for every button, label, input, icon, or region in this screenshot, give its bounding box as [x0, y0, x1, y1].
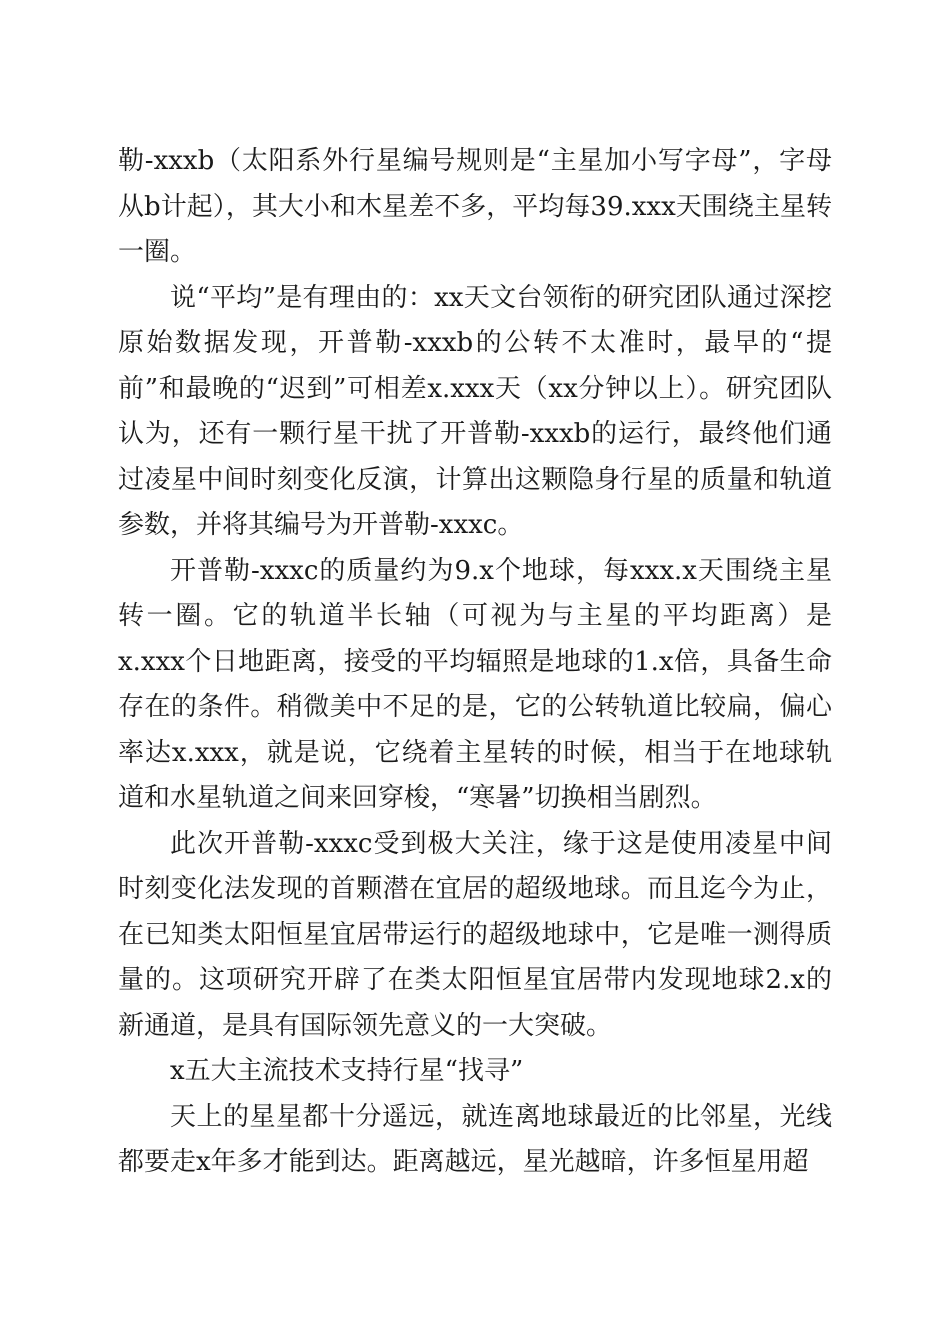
paragraph-kepler-c-properties: 开普勒-xxxc的质量约为9.x个地球，每xxx.x天围绕主星转一圈。它的轨道半长轴（可视为与主星的平均距离）是x.xxx个日地距离，接受的平均辐照是地球的1.x倍，具备生命存在的条件。稍微美中不足的是，它的公转轨道比较扁，偏心率达x.xxx，就是说，它绕着主星转的时候，相当于在地球轨道和水星轨道之间来回穿梭，“寒暑”切换相当剧烈。	[118, 555, 832, 813]
paragraph-continuation: 勒-xxxb（太阳系外行星编号规则是“主星加小写字母”，字母从b计起），其大小和木星差不多，平均每39.xxx天围绕主星转一圈。	[118, 146, 832, 267]
document-body	[118, 139, 832, 1186]
paragraph-average-reason: 说“平均”是有理由的：xx天文台领衔的研究团队通过深挖原始数据发现，开普勒-xxxb的公转不太准时，最早的“提前”和最晚的“迟到”可相差x.xxx天（xx分钟以上）。研究团队认为，还有一颗行星干扰了开普勒-xxxb的运行，最终他们通过凌星中间时刻变化反演，计算出这颗隐身行星的质量和轨道参数，并将其编号为开普勒-xxxc。	[118, 282, 832, 540]
paragraph-significance: 此次开普勒-xxxc受到极大关注，缘于这是使用凌星中间时刻变化法发现的首颗潜在宜居的超级地球。而且迄今为止，在已知类太阳恒星宜居带运行的超级地球中，它是唯一测得质量的。这项研究开辟了在类太阳恒星宜居带内发现地球2.x的新通道，是具有国际领先意义的一大突破。	[118, 828, 832, 1041]
section-heading: x五大主流技术支持行星“找寻”	[170, 1056, 524, 1086]
paragraph-distance: 天上的星星都十分遥远，就连离地球最近的比邻星，光线都要走x年多才能到达。距离越远，星光越暗，许多恒星用超	[118, 1101, 832, 1177]
